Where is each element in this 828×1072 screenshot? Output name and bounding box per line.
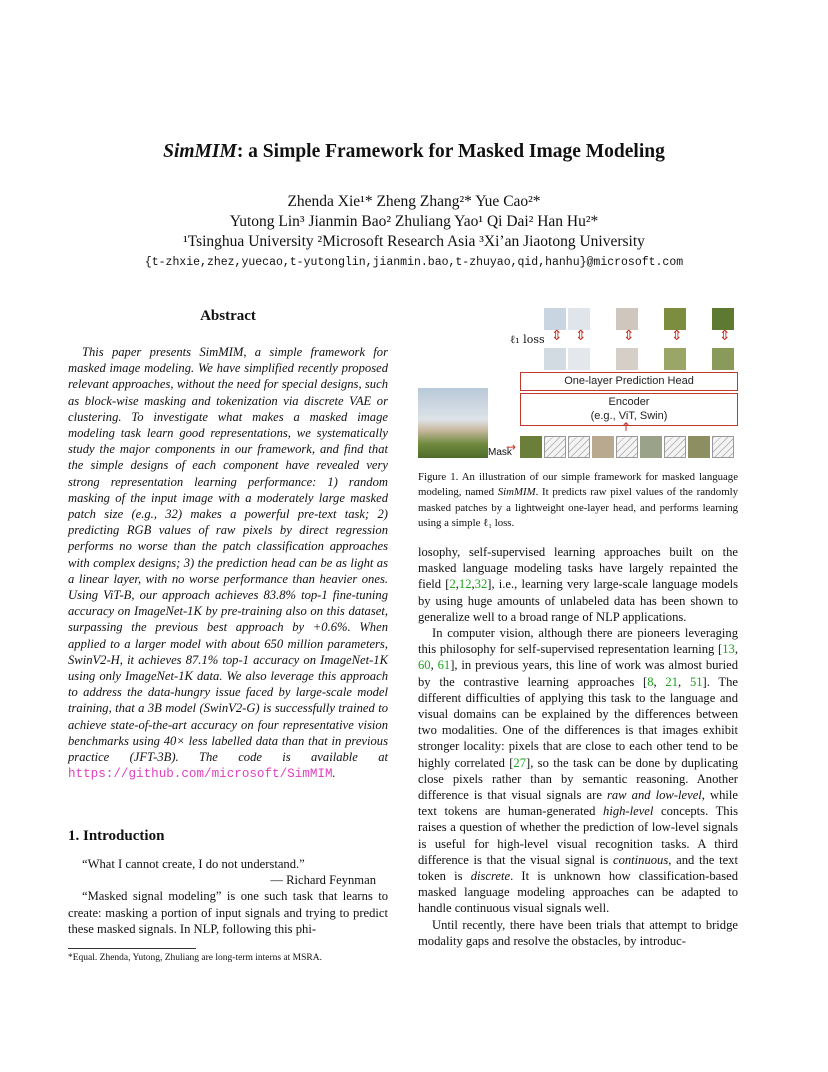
emphasis: raw and low-level xyxy=(606,788,702,803)
loss-arrow-icon: ⇕ xyxy=(719,328,731,344)
target-patch-3 xyxy=(616,308,638,330)
text-run: ], in previous years, this line of work was almost buried by the contrastive learning approaches [ xyxy=(418,658,738,689)
intro-paragraph-1-cont: losophy, self-supervised learning approaches built on the masked language modeling tasks have largely repainted the field [2,12,32], i.e., learning very large-scale language models by using huge amounts of unlabeled data has been shown to generalize well to a broad range of NLP applications. xyxy=(418,545,739,624)
caption-method-name: SimMIM xyxy=(497,486,536,499)
text-run: . It is unknown how classification-based masked language modeling approaches can be adapted to handle continuous visual signals well. xyxy=(418,869,739,916)
title-rest: : a Simple Framework for Masked Image Modeling xyxy=(236,141,665,162)
citation-link[interactable]: 2 xyxy=(449,577,456,592)
emphasis: continuous xyxy=(612,852,669,867)
code-link[interactable]: https://github.com/microsoft/SimMIM xyxy=(68,767,333,782)
text-run: , and the text token is xyxy=(418,852,738,884)
citation-link[interactable]: 12 xyxy=(458,577,472,592)
loss-arrow-icon: ⇕ xyxy=(575,328,587,344)
loss-arrow-icon: ⇕ xyxy=(623,328,635,344)
masked-patch xyxy=(568,436,590,458)
target-patch-4 xyxy=(664,308,686,330)
l1-loss-label: ℓ₁ loss xyxy=(510,333,545,346)
visible-patch xyxy=(592,436,614,458)
citation-link[interactable]: 60 xyxy=(418,658,431,673)
predicted-patch-5 xyxy=(712,348,734,370)
title-italic: SimMIM xyxy=(163,141,237,162)
citation-link[interactable]: 61 xyxy=(437,658,451,673)
predicted-patch-3 xyxy=(616,348,638,370)
intro-paragraph-1: “Masked signal modeling” is one such task that learns to create: masking a portion of input signals and trying to predict these masked signals. In NLP, following this phi- xyxy=(68,889,388,936)
masked-patch xyxy=(616,436,638,458)
authors-line-1: Zhenda Xie¹* Zheng Zhang²* Yue Cao²* xyxy=(287,193,541,210)
epigraph xyxy=(68,856,388,937)
text-run: ]. The different difficulties of applying this task to the language and visual domains can be explained by the differences between two modalities. One of the differences is that images exhibit stronger locality: pixels that are close to each other tend to be highly correlated [ xyxy=(418,674,738,770)
target-patch-1 xyxy=(544,308,566,330)
masked-patch xyxy=(664,436,686,458)
visible-patch xyxy=(520,436,542,458)
text-run: , while text tokens are human-generated xyxy=(418,788,738,819)
epigraph-author: — Richard Feynman xyxy=(270,873,376,888)
emphasis: high-level xyxy=(603,804,654,819)
emphasis: discrete xyxy=(470,869,511,884)
encoder-subtitle: (e.g., ViT, Swin) xyxy=(590,410,668,422)
input-image xyxy=(418,388,488,458)
abstract-body xyxy=(68,344,388,782)
author-emails: {t-zhxie,zhez,yuecao,t-yutonglin,jianmin.bao,t-zhuyao,qid,hanhu}@microsoft.com xyxy=(144,256,684,269)
encoder-label: Encoder xyxy=(608,396,650,408)
figure-1-caption xyxy=(418,470,738,532)
loss-arrow-icon: ⇕ xyxy=(551,328,563,344)
section-heading-introduction: 1. Introduction xyxy=(68,828,165,844)
text-run: concepts. This raises a question of whether the prediction of low-level signals is useful for high-level visual recognition tasks. A third difference is that the visual signal is xyxy=(418,804,738,867)
predicted-patch-4 xyxy=(664,348,686,370)
abstract-text: This paper presents SimMIM, a simple framework for masked image modeling. We have simplified recently proposed relevant approaches, without the need for special designs, such as block-wise masking and tokenization via discrete VAE or clustering. To investigate what makes a masked image modeling task learn good representations, we systematically study the major components in our framework, and find that the simple designs of each component have revealed very strong representation learning performance: 1) random masking of the input image with a moderately large masked patch size (e.g., 32) makes a powerful pre-text task; 2) predicting RGB values of raw pixels by direct regression performs no worse than the patch classification approaches with complex designs; 3) the prediction head can be as light as a linear layer, with no worse performance than heavier ones. Using ViT-B, our approach achieves 83.8% top-1 fine-tuning accuracy on ImageNet-1K by pre-training also on this dataset, surpassing the previous best approach by +0.6%. When applied to a larger model with about 650 million parameters, SwinV2-H, it achieves 87.1% top-1 accuracy on ImageNet-1K using only ImageNet-1K data. We also leverage this approach to address the data-hungry issue faced by large-scale model training, that a 3B model (SwinV2-G) is successfully trained to achieve state-of-the-art accuracy on four representative vision benchmarks using 40× less labelled data than that in previous practice (JFT-3B). The code is available at xyxy=(68,345,388,765)
caption-rest: . It predicts raw pixel values of the randomly masked patches by a lightweight one-layer head, and performs learning using a simple ℓ₁ loss. xyxy=(418,486,738,530)
text-run: ], so the task can be done by duplicating close pixels rather than by semantic reasoning. Another difference is that visual signals are xyxy=(418,755,739,803)
prediction-head-box: One-layer Prediction Head xyxy=(520,372,738,391)
loss-arrow-icon: ⇕ xyxy=(671,328,683,344)
affiliations: ¹Tsinghua University ²Microsoft Research Asia ³Xi’an Jiaotong University xyxy=(183,233,645,250)
predicted-patch-1 xyxy=(544,348,566,370)
citation-link[interactable]: 27 xyxy=(513,755,526,770)
text-run: ], i.e., learning very large-scale language models by using huge amounts of unlabeled data has been shown to generalize well to a broad range of NLP applications. xyxy=(418,577,739,624)
footnote-rule xyxy=(68,948,196,949)
right-column-body xyxy=(418,544,738,949)
visible-patch xyxy=(640,436,662,458)
up-arrow-icon: ↑ xyxy=(621,420,632,434)
citation-link[interactable]: 32 xyxy=(474,577,488,592)
paper-title xyxy=(0,141,828,163)
mask-label: Mask xyxy=(488,447,512,458)
abstract-heading: Abstract xyxy=(200,308,256,324)
masked-patch xyxy=(712,436,734,458)
target-patch-5 xyxy=(712,308,734,330)
intro-paragraph-3: Until recently, there have been trials that attempt to bridge modality gaps and resolve the obstacles, by introduc- xyxy=(418,917,738,948)
citation-link[interactable]: 8 xyxy=(647,674,654,689)
intro-paragraph-2: In computer vision, although there are pioneers leveraging this philosophy for self-supervised representation learning [13, 60, 61], in previous years, this line of work was almost buried by the contrastive learning approaches [8, 21, 51]. The different difficulties of applying this task to the language and visual domains can be explained by the differences between two modalities. One of the differences is that images exhibit stronger locality: pixels that are close to each other tend to be highly correlated [27], so the task can be done by duplicating close pixels rather than by semantic reasoning. Another difference is that visual signals are raw and low-level, while text tokens are human-generated high-level concepts. This raises a question of whether the prediction of low-level signals is useful for high-level visual recognition tasks. A third difference is that the visual signal is continuous, and the text token is discrete. It is unknown how classification-based masked language modeling approaches can be adapted to handle continuous visual signals well. xyxy=(418,626,739,916)
text-run: losophy, self-supervised learning approaches built on the masked language modeling tasks have largely repainted the field [ xyxy=(418,545,738,592)
citation-link[interactable]: 13 xyxy=(722,642,735,657)
footnote: *Equal. Zhenda, Yutong, Zhuliang are long-term interns at MSRA. xyxy=(68,953,322,963)
target-patch-2 xyxy=(568,308,590,330)
abstract-end: . xyxy=(332,766,336,781)
text-run: In computer vision, although there are pioneers leveraging this philosophy for self-supervised representation learning [ xyxy=(418,626,738,657)
visible-patch xyxy=(688,436,710,458)
citation-link[interactable]: 51 xyxy=(689,674,703,689)
predicted-patch-2 xyxy=(568,348,590,370)
masked-patch xyxy=(544,436,566,458)
right-arrow-icon: → xyxy=(506,440,517,454)
caption-prefix: Figure 1. An illustration of our simple framework for masked language modeling, named xyxy=(418,471,738,499)
figure-1 xyxy=(418,300,740,462)
authors-line-2: Yutong Lin³ Jianmin Bao² Zhuliang Yao¹ Qi Dai² Han Hu²* xyxy=(229,213,599,230)
epigraph-quote: “What I cannot create, I do not understand.” xyxy=(82,857,305,871)
citation-link[interactable]: 21 xyxy=(665,674,679,689)
